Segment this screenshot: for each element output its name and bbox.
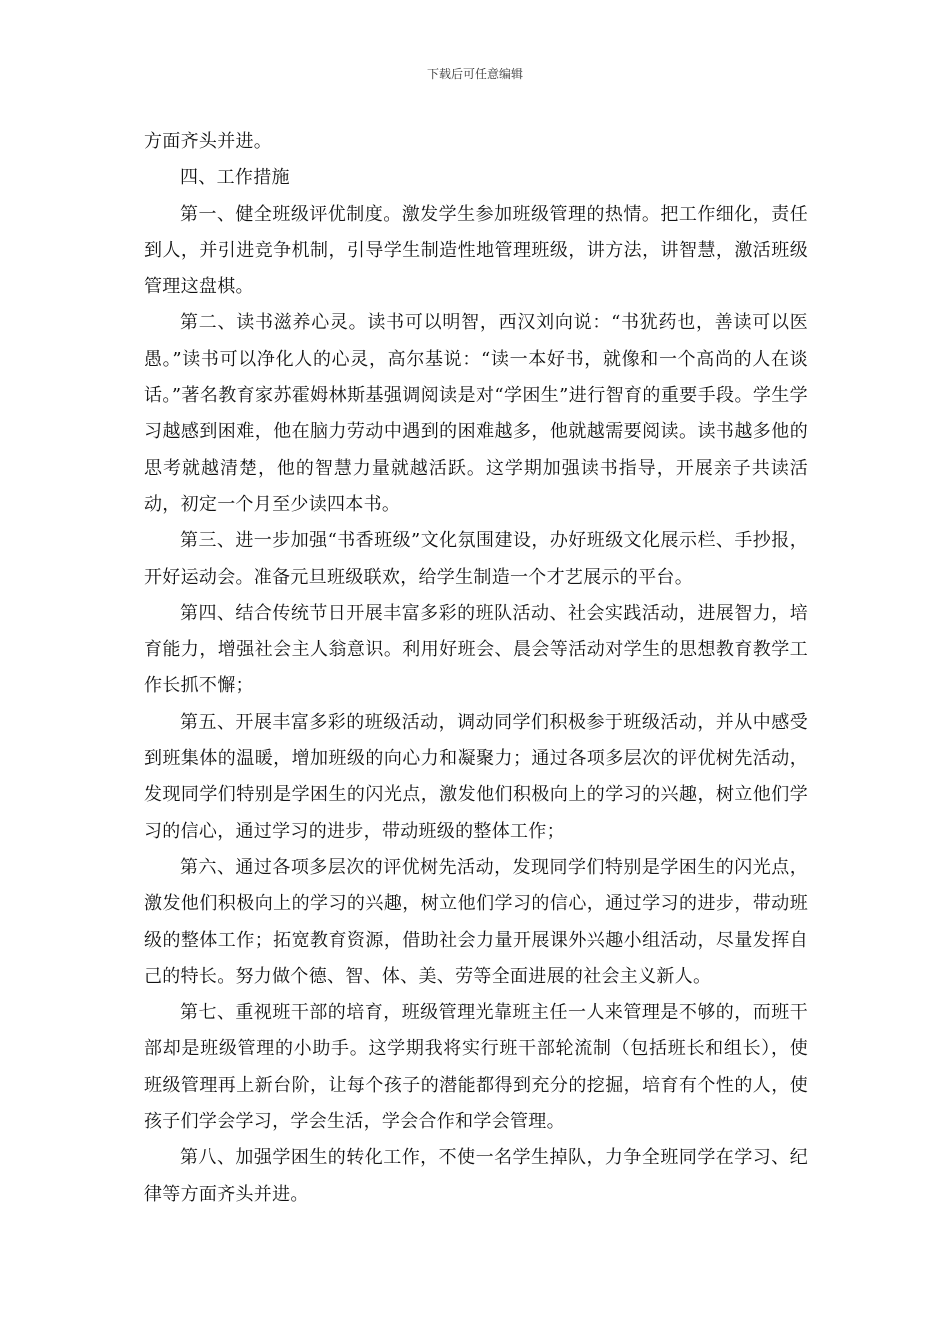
paragraph-measure-5: 第五、开展丰富多彩的班级活动，调动同学们积极参于班级活动，并从中感受到班集体的温暖，增加班级的向心力和凝聚力；通过各项多层次的评优树先活动，发现同学们特别是学困生的闪光点，激发他们积极向上的学习的兴趣，树立他们学习的信心，通过学习的进步，带动班级的整体工作； [144, 711, 808, 842]
paragraph-measure-6: 第六、通过各项多层次的评优树先活动，发现同学们特别是学困生的闪光点，激发他们积极向上的学习的兴趣，树立他们学习的信心，通过学习的进步，带动班级的整体工作；拓宽教育资源，借助社会力量开展课外兴趣小组活动，尽量发挥自己的特长。努力做个德、智、体、美、劳等全面进展的社会主义新人。 [144, 856, 808, 987]
paragraph-measure-4: 第四、结合传统节日开展丰富多彩的班队活动、社会实践活动，进展智力，培育能力，增强社会主人翁意识。利用好班会、晨会等活动对学生的思想教育教学工作长抓不懈； [144, 602, 808, 697]
paragraph-continuation: 方面齐头并进。 [144, 131, 273, 152]
section-heading-work-measures: 四、工作措施 [180, 167, 290, 189]
paragraph-measure-8: 第八、加强学困生的转化工作，不使一名学生掉队，力争全班同学在学习、纪律等方面齐头并进。 [144, 1147, 808, 1205]
paragraph-measure-2: 第二、读书滋养心灵。读书可以明智，西汉刘向说：“书犹药也，善读可以医愚。”读书可以净化人的心灵，高尔基说：“读一本好书，就像和一个高尚的人在谈话。”著名教育家苏霍姆林斯基强调阅读是对“学困生”进行智育的重要手段。学生学习越感到困难，他在脑力劳动中遇到的困难越多，他就越需要阅读。读书越多他的思考就越清楚，他的智慧力量就越活跃。这学期加强读书指导，开展亲子共读活动，初定一个月至少读四本书。 [144, 312, 808, 515]
page-header: 下载后可任意编辑 [426, 67, 523, 81]
paragraph-measure-3: 第三、进一步加强“书香班级”文化氛围建设，办好班级文化展示栏、手抄报，开好运动会。准备元旦班级联欢，给学生制造一个才艺展示的平台。 [144, 530, 808, 588]
paragraph-measure-7: 第七、重视班干部的培育，班级管理光靠班主任一人来管理是不够的，而班干部却是班级管理的小助手。这学期我将实行班干部轮流制（包括班长和组长），使班级管理再上新台阶，让每个孩子的潜能都得到充分的挖掘，培育有个性的人，使孩子们学会学习，学会生活，学会合作和学会管理。 [144, 1002, 808, 1133]
document-body [144, 124, 808, 1213]
paragraph-measure-1: 第一、健全班级评优制度。激发学生参加班级管理的热情。把工作细化，责任到人，并引进竞争机制，引导学生制造性地管理班级，讲方法，讲智慧，激活班级管理这盘棋。 [144, 203, 808, 298]
